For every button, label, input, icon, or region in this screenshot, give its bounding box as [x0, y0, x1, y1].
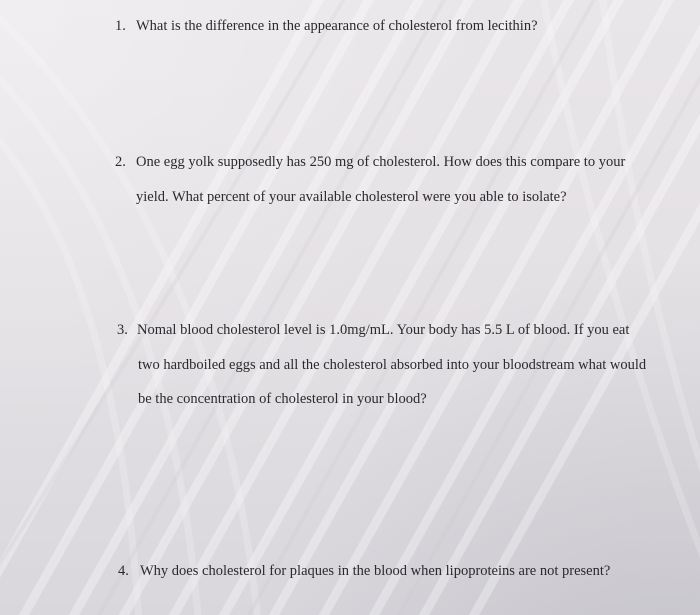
question-text-line: Why does cholesterol for plaques in the blood when lipoproteins are not present? [140, 563, 611, 579]
question-text-line: One egg yolk supposedly has 250 mg of cholesterol. How does this compare to your [136, 154, 626, 170]
question-number: 1. [115, 18, 126, 34]
question-number: 3. [117, 322, 128, 338]
question-text-line: be the concentration of cholesterol in your blood? [138, 391, 427, 407]
question-text-line: two hardboiled eggs and all the cholesterol absorbed into your bloodstream what would [138, 357, 647, 373]
question-text-line: What is the difference in the appearance of cholesterol from lecithin? [136, 18, 538, 34]
question-number: 4. [118, 563, 129, 579]
question-number: 2. [115, 154, 126, 170]
question-text-line: yield. What percent of your available cholesterol were you able to isolate? [136, 189, 567, 205]
question-text-line: Nomal blood cholesterol level is 1.0mg/mL. Your body has 5.5 L of blood. If you eat [137, 322, 630, 338]
